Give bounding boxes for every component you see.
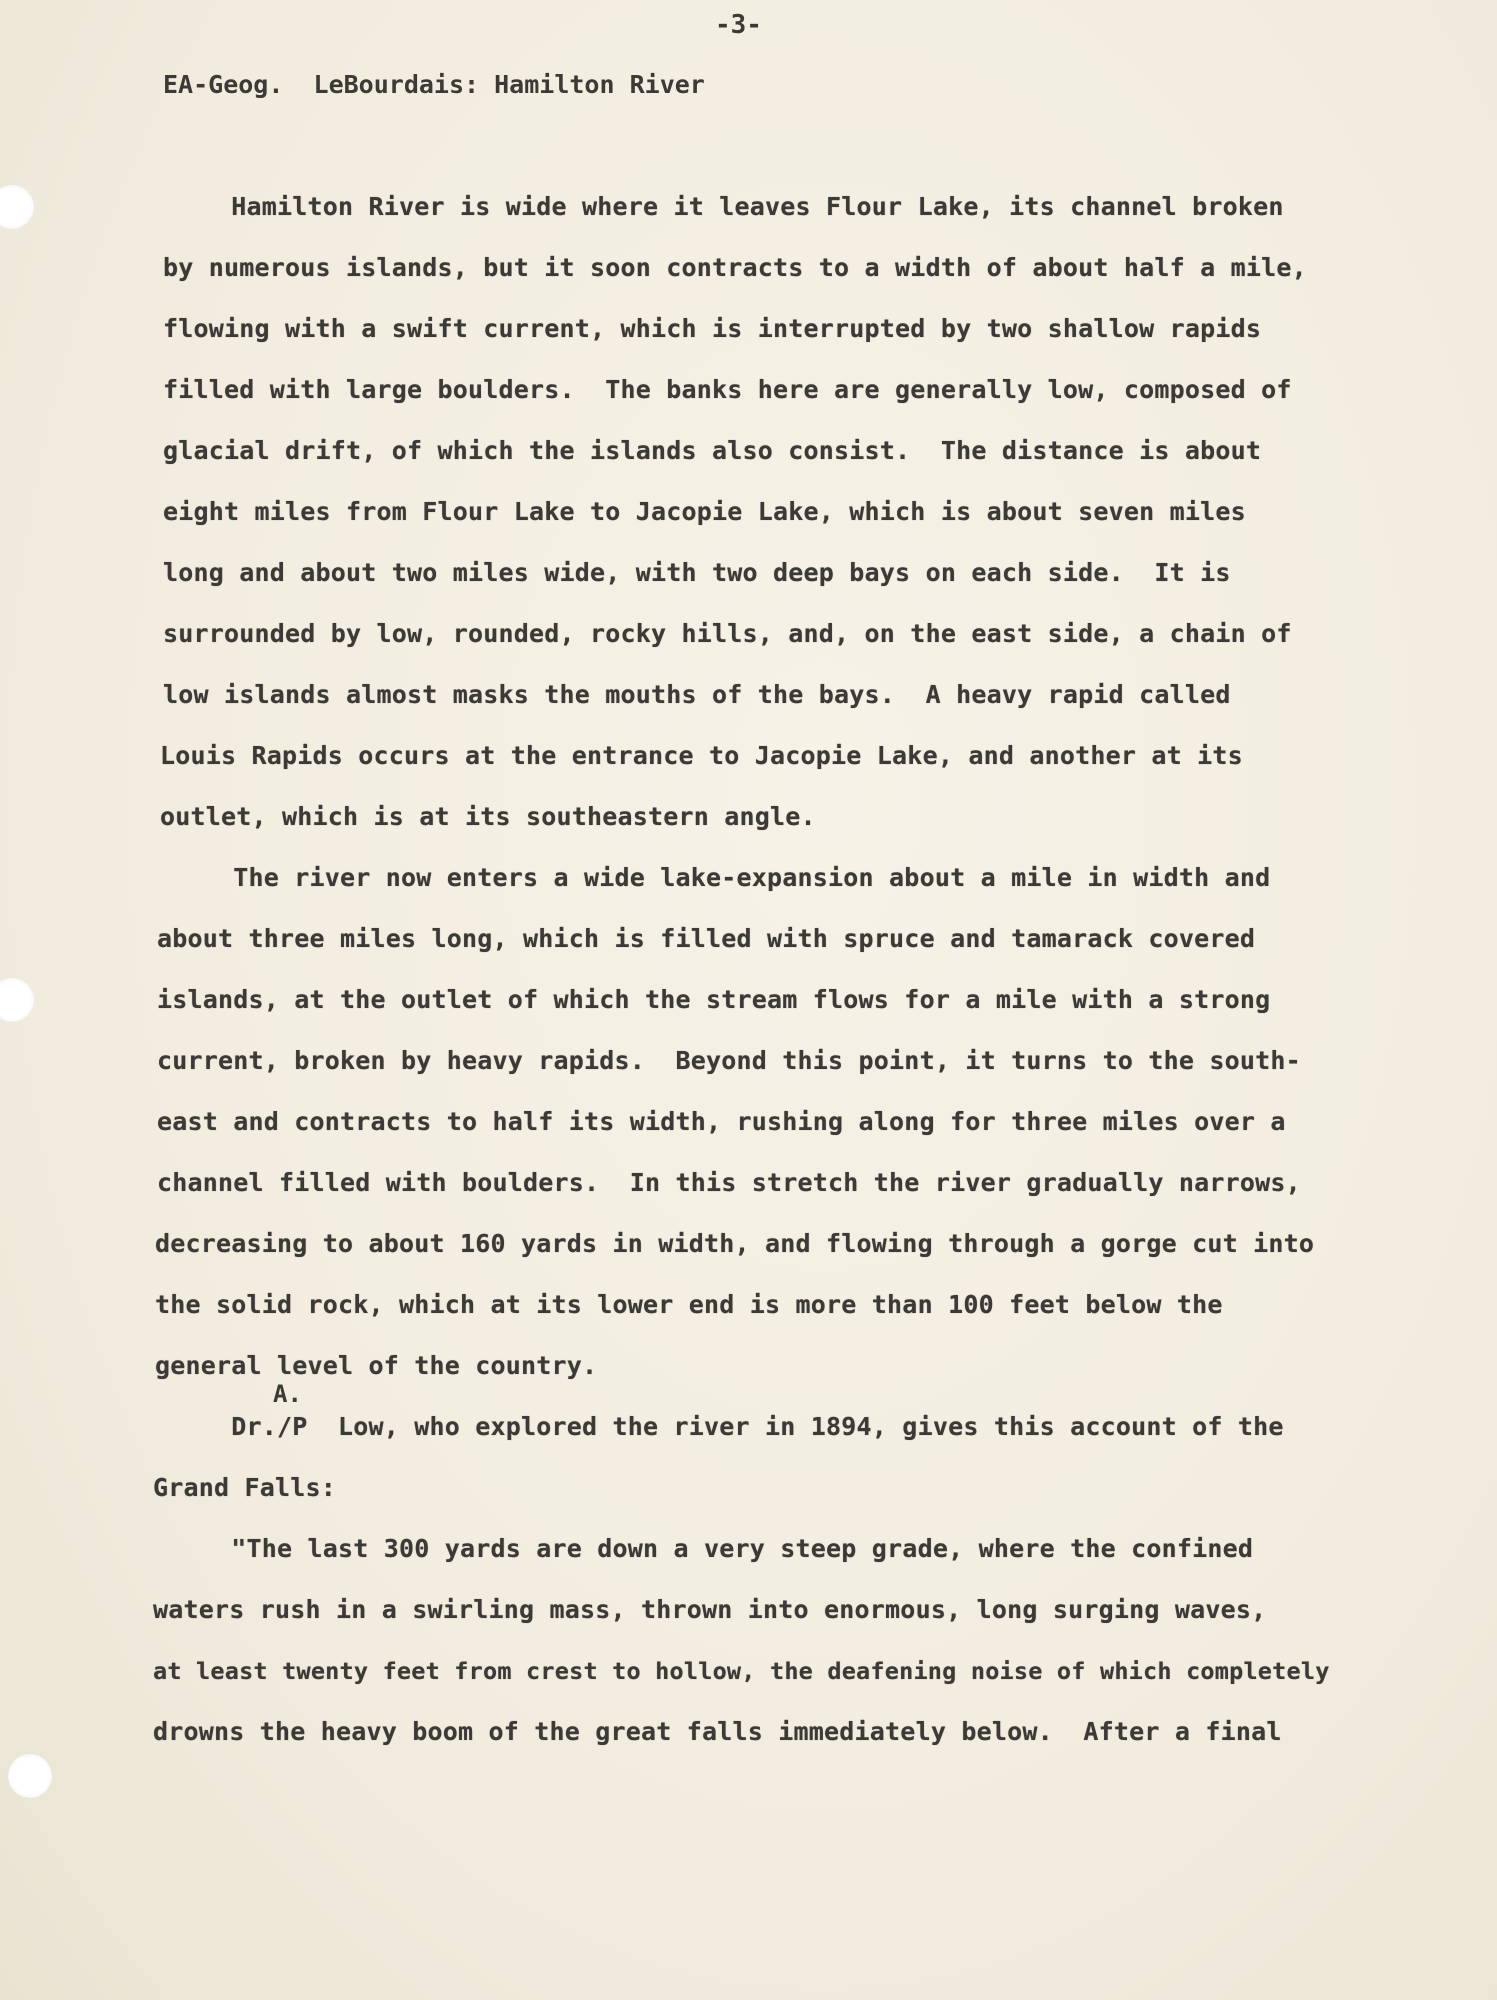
text-line: at least twenty feet from crest to hollow, the deafening noise of which completely [153,1657,1330,1685]
text-line: by numerous islands, but it soon contracts to a width of about half a mile, [163,253,1307,282]
text-line: current, broken by heavy rapids. Beyond this point, it turns to the south- [157,1046,1301,1075]
text-line: low islands almost masks the mouths of the bays. A heavy rapid called [163,680,1231,709]
text-line: waters rush in a swirling mass, thrown into enormous, long surging waves, [153,1595,1267,1624]
text-line: outlet, which is at its southeastern angle. [160,802,816,831]
text-line: flowing with a swift current, which is interrupted by two shallow rapids [163,314,1262,343]
text-line: filled with large boulders. The banks here are generally low, composed of [163,375,1292,404]
handwritten-initial-correction: A. [273,1380,302,1408]
page-number: -3- [715,10,762,40]
text-line: The river now enters a wide lake-expansion about a mile in width and [157,863,1271,892]
punch-hole-lower [8,1754,52,1798]
text-line: east and contracts to half its width, rushing along for three miles over a [157,1107,1286,1136]
text-line: drowns the heavy boom of the great falls immediately below. After a final [153,1717,1282,1746]
text-line: decreasing to about 160 yards in width, and flowing through a gorge cut into [155,1229,1315,1258]
text-line: about three miles long, which is filled with spruce and tamarack covered [157,924,1256,953]
text-line: islands, at the outlet of which the stream flows for a mile with a strong [157,985,1271,1014]
text-line: glacial drift, of which the islands also consist. The distance is about [163,436,1262,465]
text-line: Louis Rapids occurs at the entrance to Jacopie Lake, and another at its [160,741,1243,770]
text-line: eight miles from Flour Lake to Jacopie Lake, which is about seven miles [163,497,1246,526]
text-line: "The last 300 yards are down a very steep grade, where the confined [155,1534,1254,1563]
text-line: Dr./P Low, who explored the river in 1894, gives this account of the [155,1412,1284,1441]
text-line: general level of the country. [155,1351,598,1380]
document-header: EA-Geog. LeBourdais: Hamilton River [163,70,705,99]
text-line: Grand Falls: [153,1473,337,1502]
text-line: channel filled with boulders. In this stretch the river gradually narrows, [157,1168,1301,1197]
text-line: surrounded by low, rounded, rocky hills, and, on the east side, a chain of [163,619,1292,648]
text-line: the solid rock, which at its lower end is more than 100 feet below the [155,1290,1223,1319]
text-line: Hamilton River is wide where it leaves Flour Lake, its channel broken [155,192,1284,221]
text-line: long and about two miles wide, with two deep bays on each side. It is [163,558,1231,587]
